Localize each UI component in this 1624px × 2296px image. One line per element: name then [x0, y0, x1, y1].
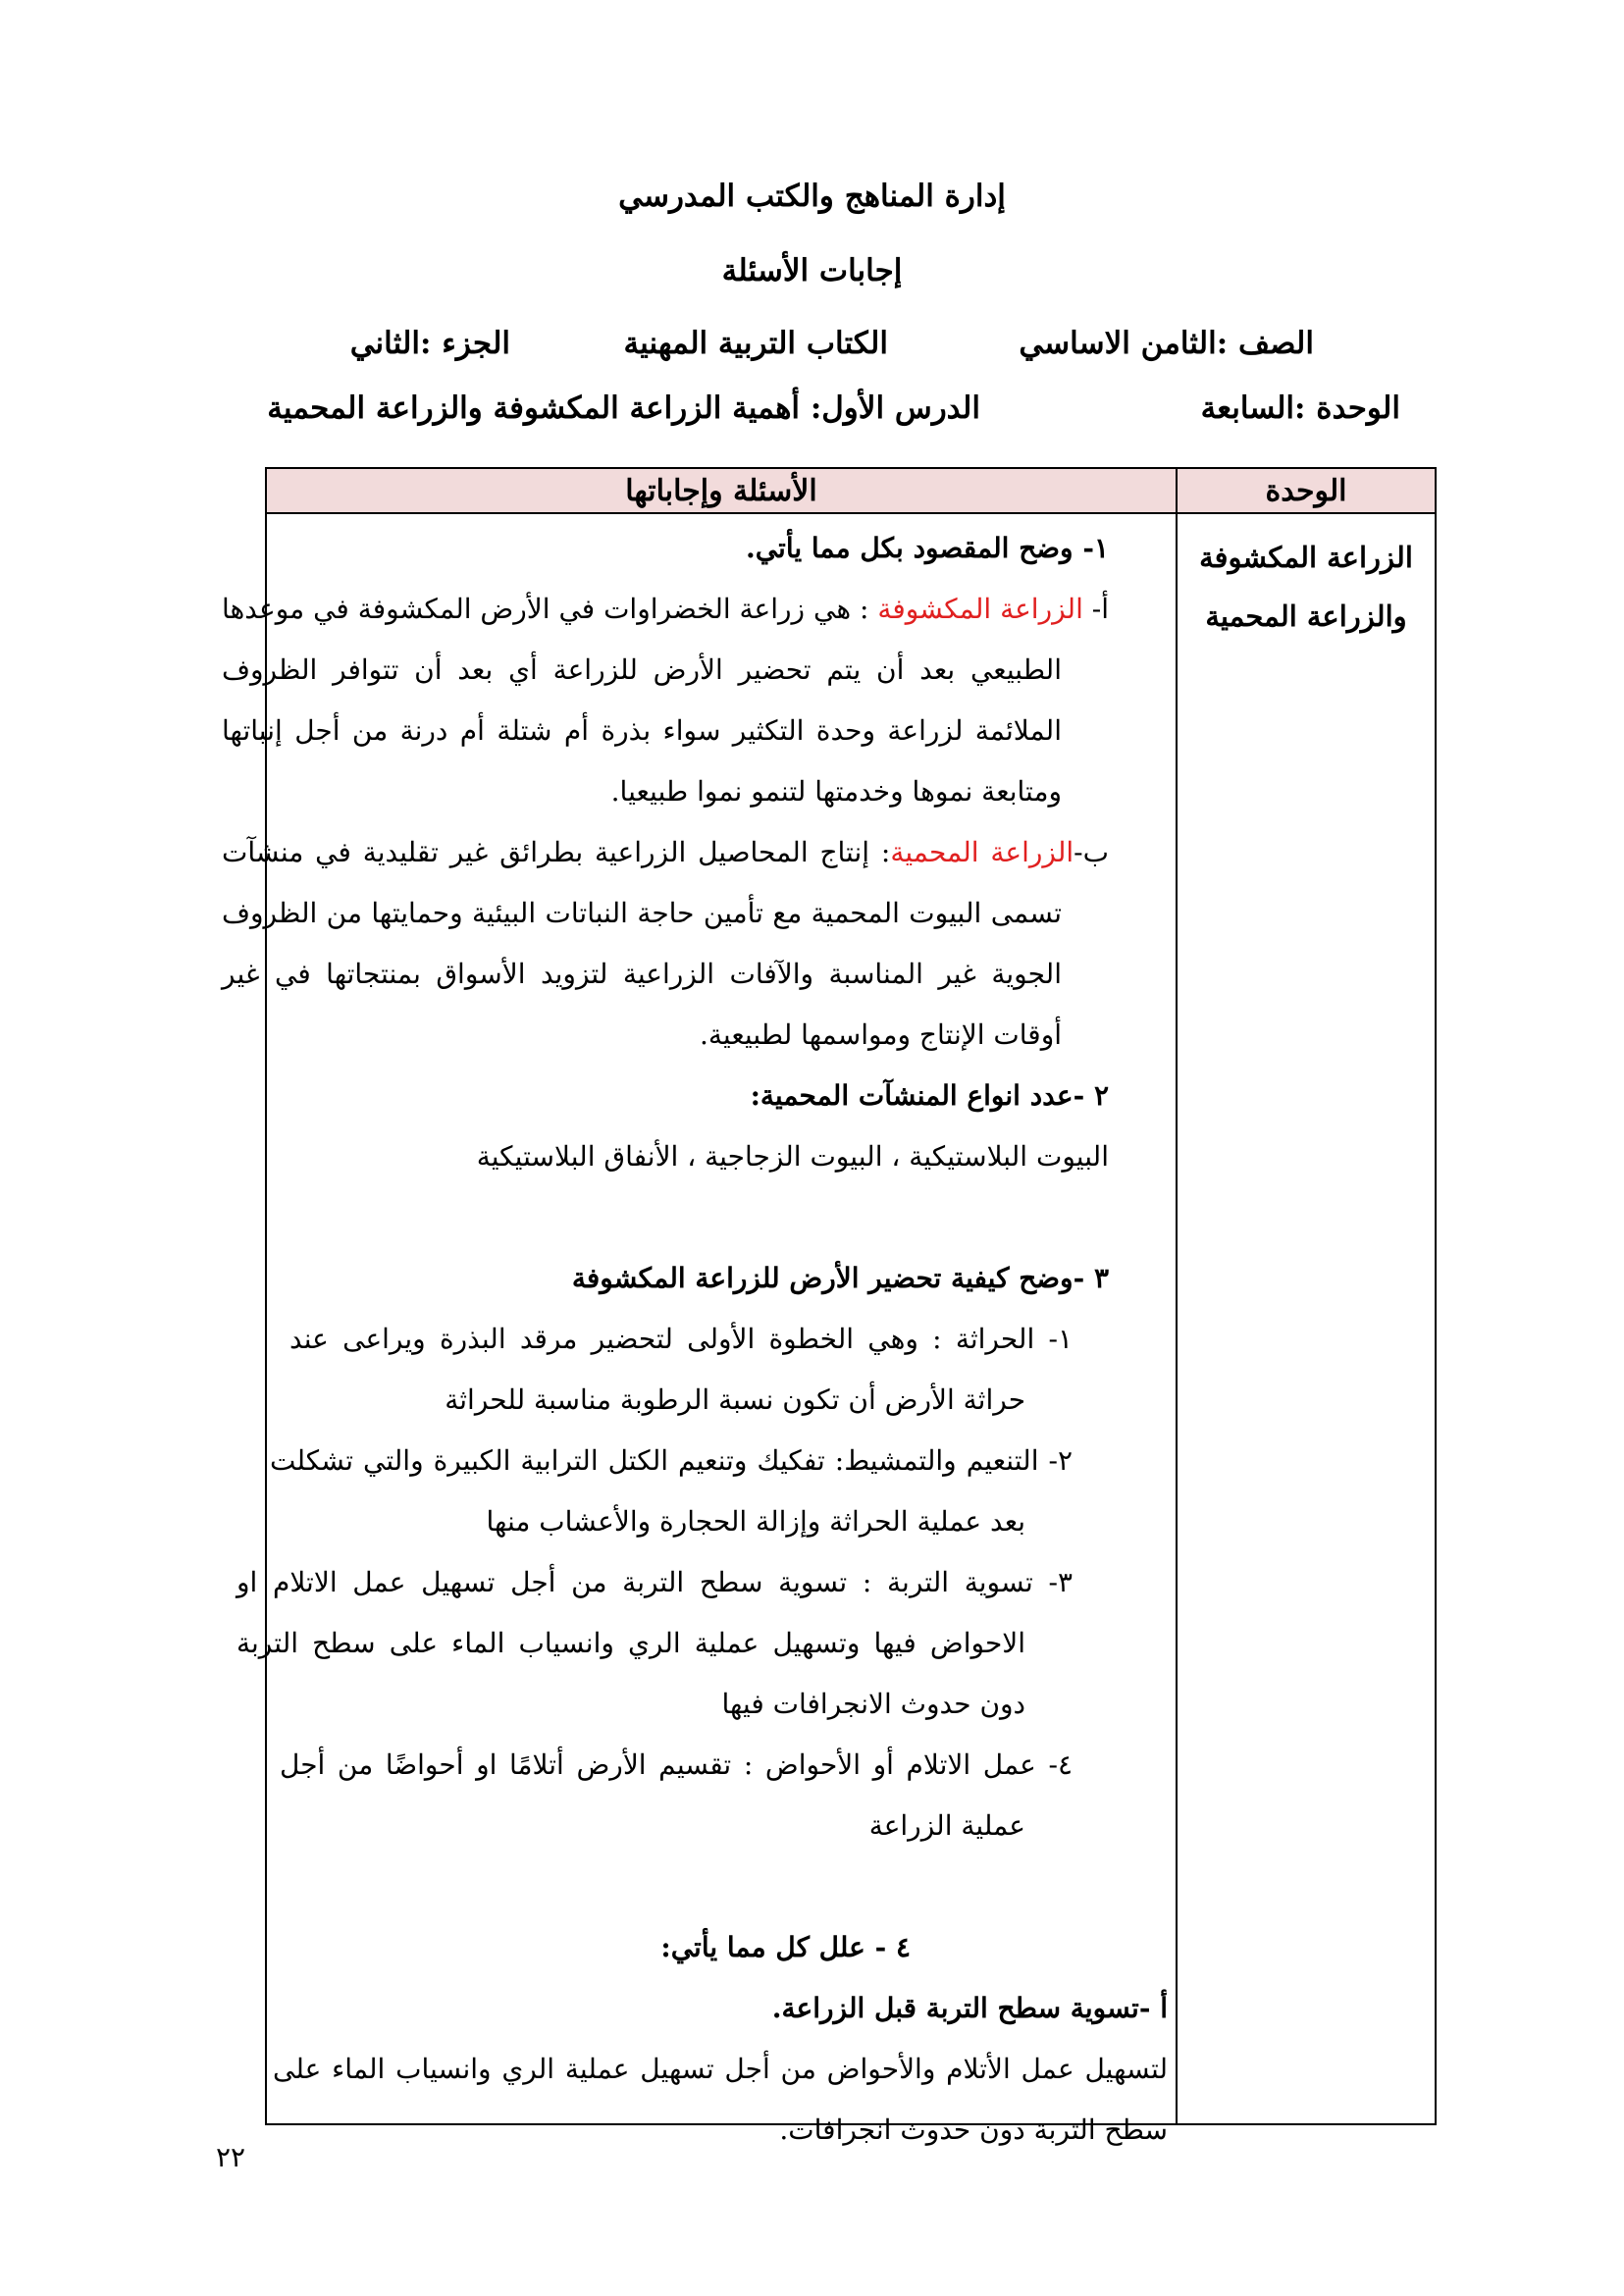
column-header-qa: الأسئلة وإجاباتها [266, 468, 1177, 513]
book-label: الكتاب التربية المهنية [623, 326, 888, 361]
document-title: إدارة المناهج والكتب المدرسي [618, 179, 1006, 214]
answer-a-prefix: أ- [1082, 593, 1110, 625]
answers-cell [222, 513, 1177, 2146]
unit-label: الوحدة :السابعة [1200, 391, 1400, 426]
question-3-step-4: ٤- عمل الاتلام أو الأحواض : تقسيم الأرض أتلامًا او أحواضًا من أجل عملية الزراعة [280, 1748, 1073, 1842]
question-4-title: ٤ - علل كل مما يأتي: [660, 1931, 911, 1963]
document-subtitle: إجابات الأسئلة [721, 253, 903, 288]
unit-cell [1177, 513, 1436, 2124]
qa-table [222, 467, 1437, 2146]
term-open-farming: الزراعة المكشوفة [877, 593, 1083, 625]
answer-b-text: : إنتاج المحاصيل الزراعية بطرائق غير تقليدية في منشآت تسمى البيوت المحمية مع تأمين حاجة النباتات البيئية وحمايتها من الظروف الجوية غير المناسبة والآفات الزراعية لتزويد الأسواق بمنتجاتها في غير أوقات الإنتاج ومواسمها لطبيعية. [222, 836, 1062, 1051]
answer-b-prefix: ب- [1074, 836, 1109, 868]
question-1-answer-a [222, 579, 1109, 822]
term-protected-farming: الزراعة المحمية [890, 836, 1074, 868]
question-2-title: ٢ -عدد انواع المنشآت المحمية: [750, 1079, 1109, 1112]
question-3-step-3: ٣- تسوية التربة : تسوية سطح التربة من أجل تسهيل عمل الاتلام او الاحواض فيها وتسهيل عملية الري وانسياب الماء على سطح التربة دون حدوث الانجرافات فيها [236, 1566, 1073, 1720]
grade-label: الصف :الثامن الاساسي [1019, 326, 1314, 361]
question-3-title: ٣ -وضح كيفية تحضير الأرض للزراعة المكشوفة [571, 1262, 1109, 1294]
question-4-item-a: أ -تسوية سطح التربة قبل الزراعة. [771, 1992, 1168, 2024]
answer-a-text: : هي زراعة الخضراوات في الأرض المكشوفة في موعدها الطبيعي بعد أن يتم تحضير الأرض للزراعة أي بعد أن تتوافر الظروف الملائمة لزراعة وحدة التكثير سواء بذرة أم شتلة أم درنة من أجل إنباتها ومتابعة نموها وخدمتها لتنمو نموا طبيعيا. [222, 593, 1062, 808]
unit-name-line2: والزراعة المحمية [1205, 600, 1407, 633]
unit-name-line1: الزراعة المكشوفة [1199, 541, 1413, 574]
table-row [266, 513, 1436, 2124]
column-header-unit: الوحدة [1177, 468, 1436, 513]
question-3-step-2: ٢- التنعيم والتمشيط: تفكيك وتنعيم الكتل الترابية الكبيرة والتي تشكلت بعد عملية الحراثة وإزالة الحجارة والأعشاب منها [270, 1444, 1073, 1538]
part-label: الجزء :الثاني [349, 326, 510, 361]
question-1-title: ١- وضح المقصود بكل مما يأتي. [745, 532, 1109, 564]
question-2-answer: البيوت البلاستيكية ، البيوت الزجاجية ، الأنفاق البلاستيكية [476, 1140, 1109, 1173]
table-header-row [266, 468, 1436, 513]
question-4-answer-a: لتسهيل عمل الأتلام والأحواض من أجل تسهيل عملية الري وانسياب الماء على سطح التربة دون حدوث انجرافات. [273, 2053, 1168, 2146]
question-3-step-1: ١- الحراثة : وهي الخطوة الأولى لتحضير مرقد البذرة ويراعى عند حراثة الأرض أن تكون نسبة الرطوبة مناسبة للحراثة [289, 1323, 1073, 1416]
question-1-answer-b [222, 822, 1109, 1066]
lesson-label: الدرس الأول: أهمية الزراعة المكشوفة والزراعة المحمية [267, 391, 980, 426]
page-number: ٢٢ [216, 2141, 246, 2173]
